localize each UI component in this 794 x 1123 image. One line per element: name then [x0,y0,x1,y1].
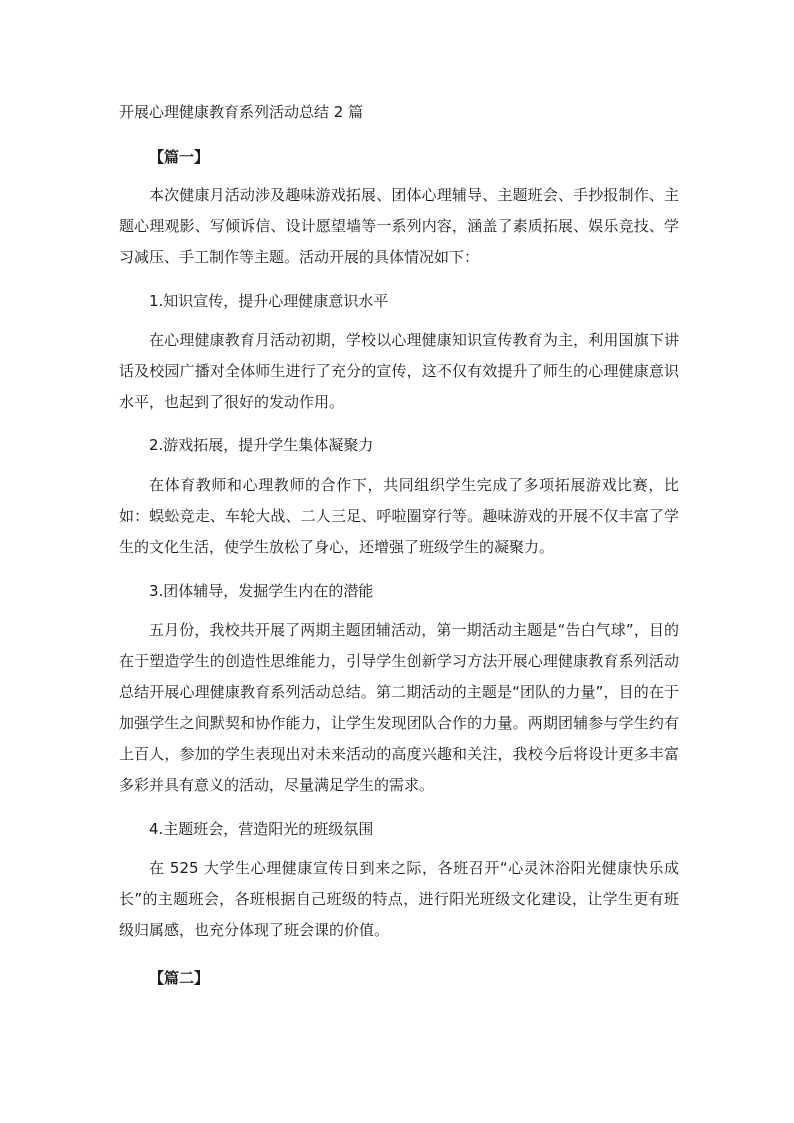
section-4-body: 在 525 大学生心理健康宣传日到来之际，各班召开“心灵沐浴阳光健康快乐成长”的主题班会，各班根据自己班级的特点，进行阳光班级文化建设，让学生更有班级归属感，也充分体现了班会课的价值。 [119,859,679,939]
intro-paragraph: 本次健康月活动涉及趣味游戏拓展、团体心理辅导、主题班会、手抄报制作、主题心理观影、写倾诉信、设计愿望墙等一系列内容，涵盖了素质拓展、娱乐竞技、学习减压、手工制作等主题。活动开展的具体情况如下： [119,186,679,266]
section-2-body: 在体育教师和心理教师的合作下，共同组织学生完成了多项拓展游戏比赛，比如：蜈蚣竞走、车轮大战、二人三足、呼啦圈穿行等。趣味游戏的开展不仅丰富了学生的文化生活，使学生放松了身心，还增强了班级学生的凝聚力。 [119,476,679,556]
document-title: 开展心理健康教育系列活动总结 2 篇 [119,103,364,121]
section-4-heading: 4.主题班会，营造阳光的班级氛围 [149,820,374,838]
section-2-heading: 2.游戏拓展，提升学生集体凝聚力 [149,436,374,454]
section-3-heading: 3.团体辅导，发掘学生内在的潜能 [149,582,374,600]
section-1-body: 在心理健康教育月活动初期，学校以心理健康知识宣传教育为主，利用国旗下讲话及校园广播对全体师生进行了充分的宣传，这不仅有效提升了师生的心理健康意识水平，也起到了很好的发动作用。 [119,331,679,411]
part-one-heading: 【篇一】 [149,148,210,166]
section-1-heading: 1.知识宣传，提升心理健康意识水平 [149,292,389,310]
part-two-heading: 【篇二】 [149,969,210,987]
section-3-body: 五月份，我校共开展了两期主题团辅活动，第一期活动主题是“告白气球”，目的在于塑造学生的创造性思维能力，引导学生创新学习方法开展心理健康教育系列活动总结开展心理健康教育系列活动总结。第二期活动的主题是“团队的力量”，目的在于加强学生之间默契和协作能力，让学生发现团队合作的力量。两期团辅参与学生约有上百人，参加的学生表现出对未来活动的高度兴趣和关注，我校今后将设计更多丰富多彩并具有意义的活动，尽量满足学生的需求。 [119,621,679,794]
